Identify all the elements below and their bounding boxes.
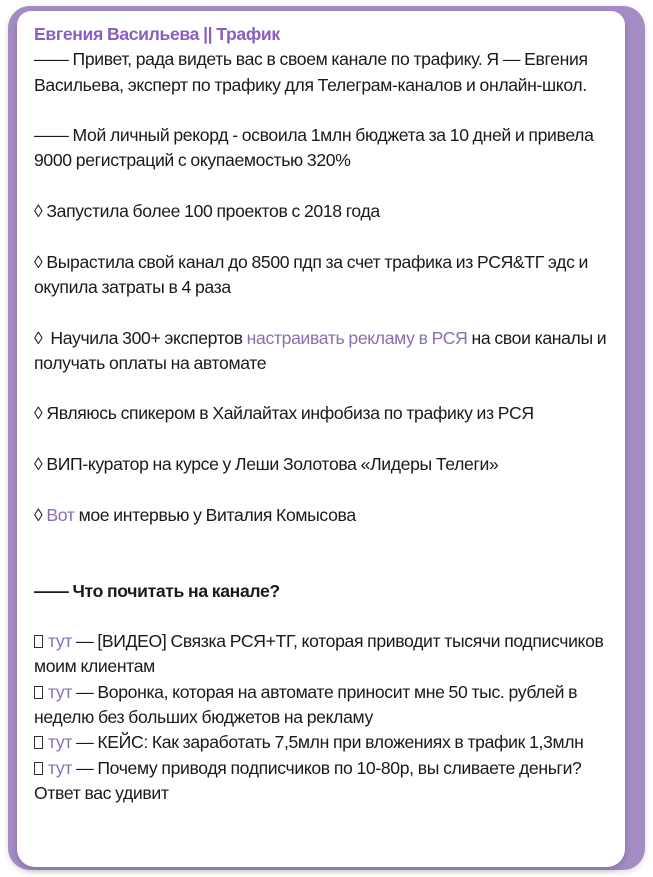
read-link[interactable]: тут: [48, 757, 73, 778]
bullet-item: [34, 503, 624, 528]
section-title: —— Что почитать на канале?: [34, 580, 280, 601]
rsya-setup-link[interactable]: настраивать рекламу в РСЯ: [246, 327, 468, 348]
bullet-item: ◊ Являюсь спикером в Хайлайтах инфобиза по трафику из РСЯ: [34, 403, 534, 424]
bullet-text: ◊: [34, 504, 47, 525]
intro-text: —— Привет, рада видеть вас в своем канале по трафику. Я — Евгения Васильева, эксперт по трафику для Телеграм-каналов и онлайн-школ.: [34, 49, 588, 95]
read-text: — [ВИДЕО] Связка РСЯ+ТГ, которая приводит тысячи подписчиков моим клиентам: [34, 631, 604, 677]
bullet-text: на свои каналы и получать оплаты на автомате: [34, 327, 607, 373]
read-item: [34, 629, 624, 680]
missing-glyph-icon: [34, 686, 43, 699]
missing-glyph-icon: [34, 762, 43, 775]
bullet-text: мое интервью у Виталия Комысова: [74, 504, 356, 525]
bullet-item: [34, 326, 624, 377]
bullet-text: ◊ Научила 300+ экспертов: [34, 327, 247, 348]
read-link[interactable]: тут: [48, 732, 73, 753]
record-text: —— Мой личный рекорд - освоила 1млн бюджета за 10 дней и привела 9000 регистраций с окупаемостью 320%: [34, 125, 594, 171]
read-text: — Почему приводя подписчиков по 10-80р, вы сливаете деньги? Ответ вас удивит: [34, 757, 582, 803]
read-link[interactable]: тут: [48, 681, 73, 702]
read-text: — КЕЙС: Как заработать 7,5млн при вложениях в трафик 1,3млн: [72, 732, 584, 753]
interview-link[interactable]: Вот: [46, 504, 75, 525]
bullet-item: ◊ ВИП-куратор на курсе у Леши Золотова «Лидеры Телеги»: [34, 454, 499, 475]
missing-glyph-icon: [34, 736, 43, 749]
bullet-item: ◊ Вырастила свой канал до 8500 пдп за счет трафика из РСЯ&ТГ эдс и окупила затраты в 4 раза: [34, 251, 589, 297]
message-content: [34, 22, 624, 806]
read-link[interactable]: тут: [48, 631, 73, 652]
bullet-item: ◊ Запустила более 100 проектов с 2018 года: [34, 201, 380, 222]
read-item: [34, 756, 624, 807]
missing-glyph-icon: [34, 635, 43, 648]
read-item: [34, 680, 624, 731]
read-text: — Воронка, которая на автомате приносит мне 50 тыс. рублей в неделю без больших бюджетов на рекламу: [34, 681, 578, 728]
read-item: [34, 730, 624, 755]
author-name[interactable]: Евгения Васильева || Трафик: [34, 24, 280, 44]
